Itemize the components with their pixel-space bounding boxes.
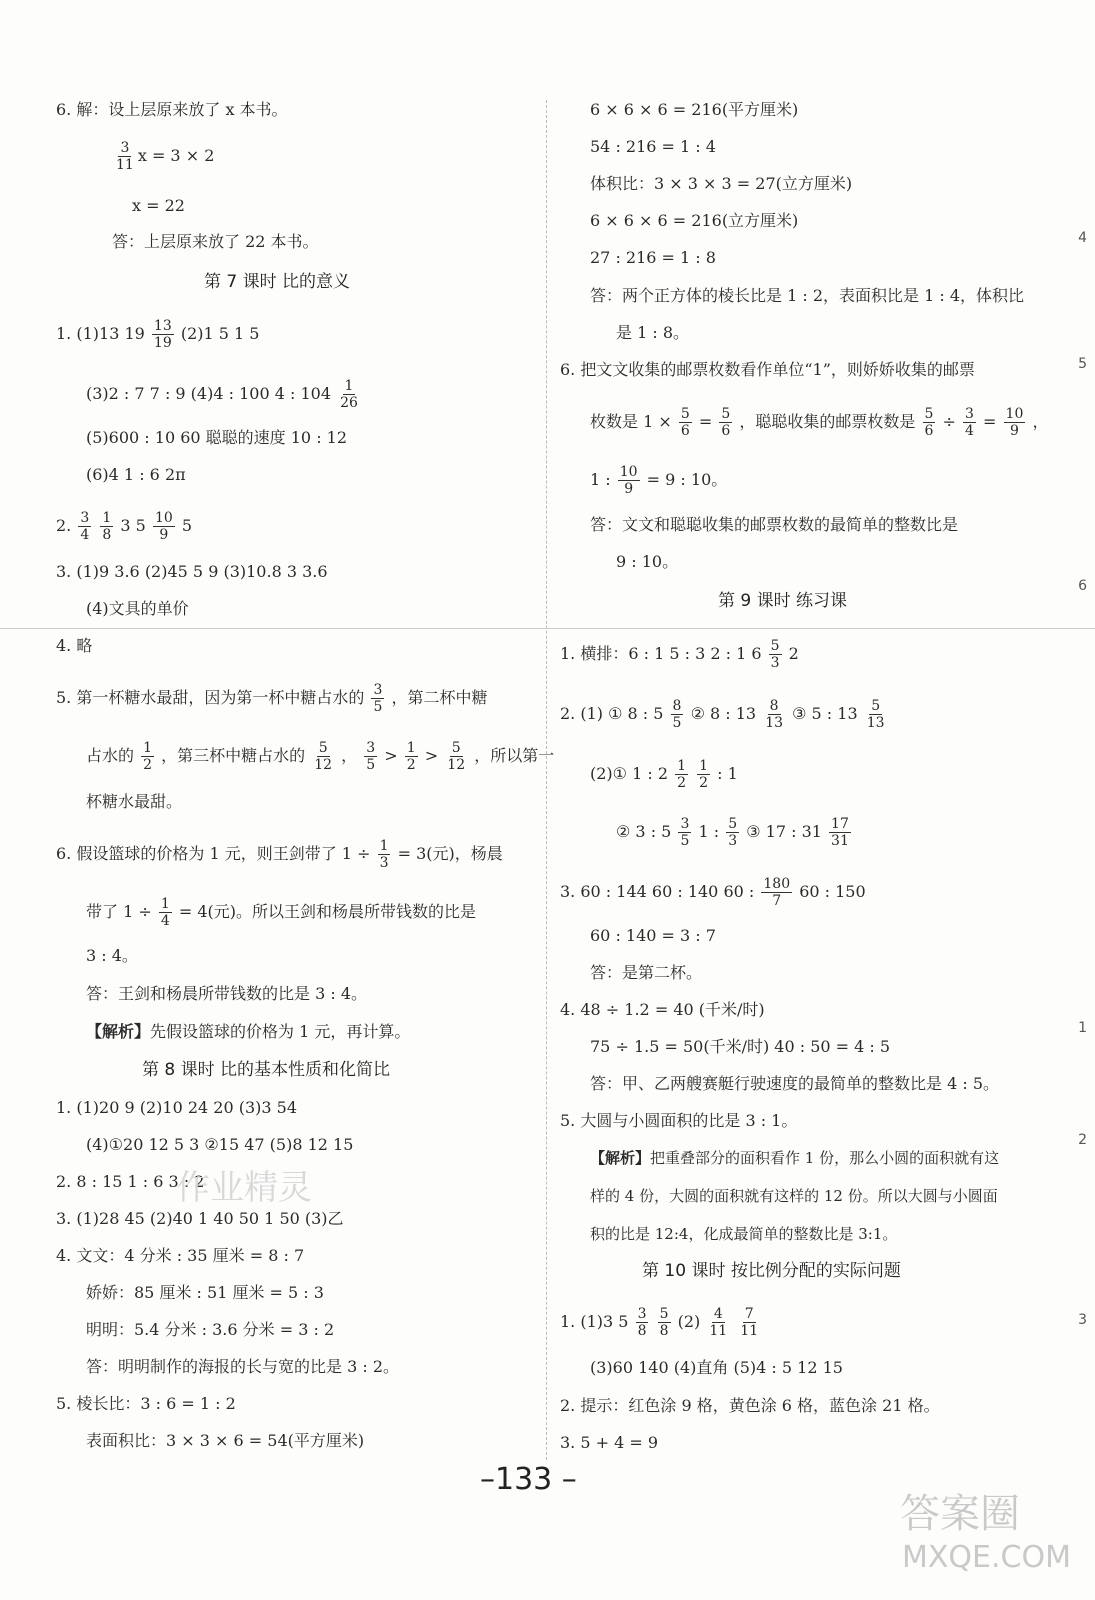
a6: 答：两个正方体的棱长比是 1 : 2，表面积比是 1 : 4，体积比 <box>590 286 1025 305</box>
c4: ② 3 : 5 $\frac{3}{5}$ 1 : $\frac{5}{3}$ ③ 17 : 31 $\frac{17}{31}$ <box>616 816 849 849</box>
r4-line3: 明明：5.4 分米 : 3.6 分米 = 3 : 2 <box>86 1320 335 1339</box>
p6-head: 6. 解：设上层原来放了 x 本书。 <box>56 100 288 119</box>
c8: 4. 48 ÷ 1.2 = 40 (千米/时) <box>560 1000 765 1019</box>
c9: 75 ÷ 1.5 = 50(千米/时) 40 : 50 = 4 : 5 <box>590 1037 891 1056</box>
r3-line: 3. (1)28 45 (2)40 1 40 50 1 50 (3)乙 <box>56 1209 344 1228</box>
q5-line1: 5. 第一杯糖水最甜，因为第一杯中糖占水的 $\frac{3}{5}$ ，第二杯中糖 <box>56 682 488 715</box>
r4-line1: 4. 文文：4 分米 : 35 厘米 = 8 : 7 <box>56 1246 305 1265</box>
d3: 2. 提示：红色涂 9 格，黄色涂 6 格，蓝色涂 21 格。 <box>560 1396 940 1415</box>
c1: 1. 横排：6 : 1 5 : 3 2 : 1 6 $\frac{5}{3}$ 2 <box>560 638 799 671</box>
q1-line3: (5)600 : 10 60 聪聪的速度 10 : 12 <box>86 428 348 447</box>
q5-line2: 占水的 $\frac{1}{2}$ ，第三杯中糖占水的 $\frac{5}{12}$ ， $\frac{3}{5}$ > $\frac{1}{2}$ > $\frac{5}{12}$ ，所以第一 <box>86 740 555 773</box>
q6-line2: 带了 1 ÷ $\frac{1}{4}$ = 4(元)。所以王剑和杨晨所带钱数的比是 <box>86 896 477 929</box>
a5: 27 : 216 = 1 : 8 <box>590 248 716 267</box>
q6-line3: 3 : 4。 <box>86 946 138 965</box>
q6-analysis: 【解析】先假设篮球的价格为 1 元，再计算。 <box>86 1022 411 1041</box>
fold-line <box>0 628 1095 629</box>
q3-line2: (4)文具的单价 <box>86 599 189 618</box>
b5: 9 : 10。 <box>616 552 679 571</box>
edge-number: 3 <box>1078 1312 1087 1328</box>
edge-number: 5 <box>1078 356 1087 372</box>
c14: 积的比是 12:4，化成最简单的整数比是 3:1。 <box>590 1225 898 1243</box>
section-heading-10: 第 10 课时 按比例分配的实际问题 <box>642 1261 901 1281</box>
c3: (2)① 1 : 2 $\frac{1}{2}$ $\frac{1}{2}$ : 1 <box>590 758 738 791</box>
p6-answer: 答：上层原来放了 22 本书。 <box>112 232 319 251</box>
r1-line2: (4)①20 12 5 3 ②15 47 (5)8 12 15 <box>86 1135 354 1154</box>
a3: 体积比：3 × 3 × 3 = 27(立方厘米) <box>590 174 853 193</box>
c6: 60 : 140 = 3 : 7 <box>590 926 716 945</box>
b3: 1 : $\frac{10}{9}$ = 9 : 10。 <box>590 464 728 497</box>
r2-line: 2. 8 : 15 1 : 6 3 : 2 <box>56 1172 205 1191</box>
q5-line3: 杯糖水最甜。 <box>86 792 183 811</box>
q6-line1: 6. 假设篮球的价格为 1 元，则王剑带了 1 ÷ $\frac{1}{3}$ = 3(元)，杨晨 <box>56 838 503 871</box>
watermark-center: 作业精灵 <box>176 1168 312 1208</box>
b4: 答：文文和聪聪收集的邮票枚数的最简单的整数比是 <box>590 515 959 534</box>
edge-number: 6 <box>1078 578 1087 594</box>
b2: 枚数是 1 × $\frac{5}{6}$ = $\frac{5}{6}$ ，聪聪收集的邮票枚数是 $\frac{5}{6}$ ÷ $\frac{3}{4}$ = $\frac{10}{9}$ ， <box>590 406 1049 439</box>
p6-eq2: x = 22 <box>132 196 185 215</box>
r5-line2: 表面积比：3 × 3 × 6 = 54(平方厘米) <box>86 1431 365 1450</box>
b1: 6. 把文文收集的邮票枚数看作单位“1”，则娇娇收集的邮票 <box>560 360 975 379</box>
c2: 2. (1) ① 8 : 5 $\frac{8}{5}$ ② 8 : 13 $\frac{8}{13}$ ③ 5 : 13 $\frac{5}{13}$ <box>560 698 885 731</box>
a1: 6 × 6 × 6 = 216(平方厘米) <box>590 100 799 119</box>
d2: (3)60 140 (4)直角 (5)4 : 5 12 15 <box>590 1358 843 1377</box>
edge-number: 4 <box>1078 230 1087 246</box>
q1-line4: (6)4 1 : 6 2π <box>86 465 186 484</box>
edge-number: 2 <box>1078 1132 1087 1148</box>
q2-line: 2. $\frac{3}{4}$ $\frac{1}{8}$ 3 5 $\frac{10}{9}$ 5 <box>56 510 193 543</box>
c5: 3. 60 : 144 60 : 140 60 : $\frac{180}{7}$ 60 : 150 <box>560 876 866 909</box>
q3-line: 3. (1)9 3.6 (2)45 5 9 (3)10.8 3 3.6 <box>56 562 328 581</box>
d4: 3. 5 + 4 = 9 <box>560 1433 659 1452</box>
q6-answer: 答：王剑和杨晨所带钱数的比是 3 : 4。 <box>86 984 368 1003</box>
a7: 是 1 : 8。 <box>616 323 690 342</box>
c7: 答：是第二杯。 <box>590 963 703 982</box>
q1-line1: 1. (1)13 19 $\frac{13}{19}$ (2)1 5 1 5 <box>56 318 260 351</box>
r4-line2: 娇娇：85 厘米 : 51 厘米 = 5 : 3 <box>86 1283 324 1302</box>
a2: 54 : 216 = 1 : 4 <box>590 137 716 156</box>
a4: 6 × 6 × 6 = 216(立方厘米) <box>590 211 799 230</box>
c10: 答：甲、乙两艘赛艇行驶速度的最简单的整数比是 4 : 5。 <box>590 1074 1000 1093</box>
section-heading-8: 第 8 课时 比的基本性质和化简比 <box>142 1060 391 1080</box>
r4-answer: 答：明明制作的海报的长与宽的比是 3 : 2。 <box>86 1357 400 1376</box>
r1-line1: 1. (1)20 9 (2)10 24 20 (3)3 54 <box>56 1098 298 1117</box>
q4-line: 4. 略 <box>56 636 93 655</box>
watermark-site: MXQE.COM <box>902 1540 1071 1575</box>
section-heading-7: 第 7 课时 比的意义 <box>204 272 351 292</box>
section-heading-9: 第 9 课时 练习课 <box>718 591 848 611</box>
page-number: –133 – <box>480 1462 577 1497</box>
column-divider <box>546 100 547 1460</box>
c12: 【解析】把重叠部分的面积看作 1 份，那么小圆的面积就有这 <box>590 1149 1000 1167</box>
watermark-logo: 答案圈 <box>900 1491 1020 1537</box>
p6-eq1: $\frac{3}{11}$ x = 3 × 2 <box>116 140 215 173</box>
q1-line2: (3)2 : 7 7 : 9 (4)4 : 100 4 : 104 $\frac{1}{26}$ <box>86 378 358 411</box>
r5-line1: 5. 棱长比：3 : 6 = 1 : 2 <box>56 1394 236 1413</box>
d1: 1. (1)3 5 $\frac{3}{8}$ $\frac{5}{8}$ (2) $\frac{4}{11}$ $\frac{7}{11}$ <box>560 1306 759 1339</box>
c11: 5. 大圆与小圆面积的比是 3 : 1。 <box>560 1111 798 1130</box>
edge-number: 1 <box>1078 1020 1087 1036</box>
c13: 样的 4 份，大圆的面积就有这样的 12 份。所以大圆与小圆面 <box>590 1187 998 1205</box>
fraction: $\frac{3}{11}$ <box>116 140 134 173</box>
